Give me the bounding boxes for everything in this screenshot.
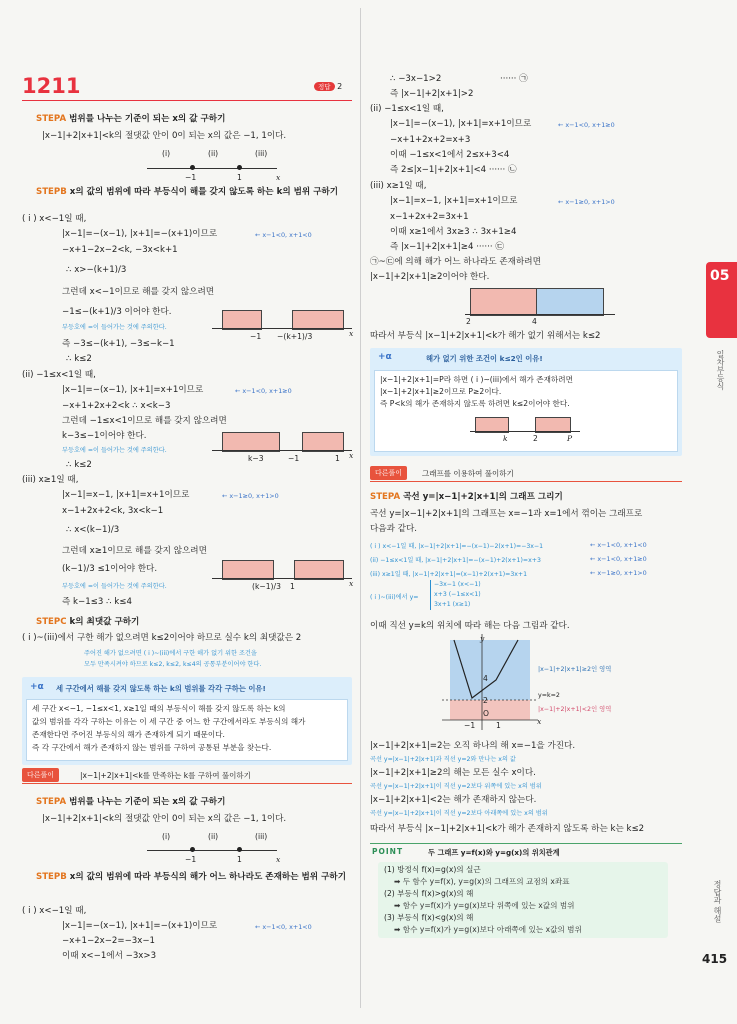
answer	[314, 82, 342, 91]
case1-ann: ← x−1<0, x+1<0	[255, 231, 312, 239]
alt-solution-title: |x−1|+2|x+1|<k를 만족하는 k를 구하여 풀이하기	[80, 771, 251, 780]
s6-note: 곡선 y=|x−1|+2|x+1|이 직선 y=2보다 아래쪽에 있는 x의 범위	[370, 810, 548, 817]
s3: 이때 직선 y=k의 위치에 따라 해는 다음 그림과 같다.	[370, 621, 570, 631]
case2-note: 부등호에 =이 들어가는 것에 주의한다.	[62, 447, 167, 454]
case1-note: 부등호에 =이 들어가는 것에 주의한다.	[62, 324, 167, 331]
r-line-5: 따라서 부등식 |x−1|+2|x+1|<k가 해가 없기 위해서는 k≤2	[370, 331, 601, 341]
step-c-ann1: 주어진 해가 없으려면 ( i )~(iii)에서 구한 해가 없기 위한 조건을	[84, 650, 257, 657]
alt2-step-a-heading: STEPA 곡선 y=|x−1|+2|x+1|의 그래프 그리기	[370, 492, 563, 502]
r-case3-l2: x−1+2x+2=3x+1	[390, 212, 469, 222]
case1-head: ( i ) x<−1일 때,	[22, 214, 87, 224]
v-curve	[440, 632, 540, 732]
alt-step-a-heading: STEPA 범위를 나누는 기준이 되는 x의 값 구하기	[36, 797, 226, 807]
case3-l5: (k−1)/3 ≤1이어야 한다.	[62, 564, 158, 574]
r-case2-l1: |x−1|=−(x−1), |x+1|=x+1이므로	[390, 119, 532, 129]
tip-1-line: 존재한다면 주어진 부등식의 해가 존재하게 되기 때문이다.	[32, 730, 225, 739]
case2-l5: ∴ k≤2	[66, 460, 92, 470]
alt-case1-l1: |x−1|=−(x−1), |x+1|=−(x+1)이므로	[62, 921, 218, 931]
plus-alpha-icon: +α	[30, 682, 44, 692]
tip-2-line: 즉 P<k의 해가 존재하지 않도록 하려면 k≤2이어야 한다.	[380, 399, 570, 408]
tip-box-2: +α 해가 없기 위한 조건이 k≤2인 이유! |x−1|+2|x+1|=P라 하면 ( i )~(iii)에서 해가 존재하려면 |x−1|+2|x+1|≥2이므로 P≥2이다. 즉 P<k의 해가 존재하지 않도록 하려면 k≤2이어야 한다. k 2 P	[370, 348, 682, 456]
s4: |x−1|+2|x+1|=2는 오직 하나의 해 x=−1을 가진다.	[370, 741, 576, 751]
case2-head: (ii) −1≤x<1일 때,	[22, 370, 96, 380]
b1a: ← x−1<0, x+1<0	[590, 541, 647, 549]
case2-l1: |x−1|=−(x−1), |x+1|=x+1이므로	[62, 385, 204, 395]
s4-note: 곡선 y=|x−1|+2|x+1|과 직선 y=2와 만나는 x의 값	[370, 756, 516, 763]
alt-case1-l3: 이때 x<−1에서 −3x>3	[62, 951, 157, 961]
r-line-4: |x−1|+2|x+1|≥2이어야 한다.	[370, 272, 490, 282]
alt-step-b-heading: STEPB x의 값의 범위에 따라 부등식의 해가 어느 하나라도 존재하는 범위 구하기	[36, 872, 347, 882]
r-case2-l2: −x+1+2x+2=x+3	[390, 135, 471, 145]
b3a: ← x−1≥0, x+1>0	[590, 569, 647, 577]
tip-2-line: |x−1|+2|x+1|≥2이므로 P≥2이다.	[380, 387, 502, 396]
case1-l5: −1≤−(k+1)/3 이어야 한다.	[62, 307, 172, 317]
alt-case1-l2: −x+1−2x−2=−3x−1	[62, 936, 155, 946]
s7: 따라서 부등식 |x−1|+2|x+1|<k가 해가 존재하지 않도록 하는 k는 k≤2	[370, 824, 645, 834]
point-line: (2) 부등식 f(x)>g(x)의 해	[384, 889, 474, 898]
answer-badge: 정답	[314, 82, 335, 91]
case2-l3: 그런데 −1≤x<1이므로 해를 갖지 않으려면	[62, 416, 227, 426]
step-c-ann2: 모두 만족시켜야 하므로 k≤2, k≤2, k≤4의 공통부분이어야 한다.	[84, 661, 262, 668]
case1-l3: ∴ x>−(k+1)/3	[66, 265, 127, 275]
case1-l1: |x−1|=−(x−1), |x+1|=−(x+1)이므로	[62, 229, 218, 239]
problem-number: 1211	[22, 74, 81, 98]
case3-ann: ← x−1≥0, x+1>0	[222, 492, 279, 500]
chapter-tab	[706, 262, 737, 338]
point-line: ➡ 두 함수 y=f(x), y=g(x)의 그래프의 교점의 x좌표	[394, 877, 570, 886]
r-case2-ann: ← x−1<0, x+1≥0	[558, 121, 615, 129]
s2: 다음과 같다.	[370, 524, 417, 534]
alt-solution-2-title: 그래프를 이용하여 풀이하기	[422, 469, 514, 478]
r-line-2: 즉 |x−1|+2|x+1|>2	[390, 89, 474, 99]
r-case2-l3: 이때 −1≤x<1에서 2≤x+3<4	[390, 150, 510, 160]
alt-step-a-text: |x−1|+2|x+1|<k의 절댓값 안이 0이 되는 x의 값은 −1, 1이다.	[42, 814, 287, 824]
case3-l1: |x−1|=x−1, |x+1|=x+1이므로	[62, 490, 190, 500]
tip-2-title: 해가 없기 위한 조건이 k≤2인 이유!	[426, 354, 543, 363]
point-line: (3) 부등식 f(x)<g(x)의 해	[384, 913, 474, 922]
point-box	[370, 843, 682, 940]
alt-rule-2	[370, 481, 682, 482]
column-divider	[360, 8, 361, 1008]
step-a-heading: STEPA 범위를 나누는 기준이 되는 x의 값 구하기	[36, 114, 226, 124]
tip-box-1	[22, 677, 352, 765]
step-b-heading: STEPB x의 값의 범위에 따라 부등식이 해를 갖지 않도록 하는 k의 범위 구하기	[36, 187, 339, 197]
b4: ( i )~(iii)에서 y=	[370, 594, 419, 601]
step-a-text: |x−1|+2|x+1|<k의 절댓값 안이 0이 되는 x의 값은 −1, 1이다.	[42, 131, 287, 141]
point-line: (1) 방정식 f(x)=g(x)의 실근	[384, 865, 481, 874]
r-case3-ann: ← x−1≥0, x+1>0	[558, 198, 615, 206]
case2-l4: k−3≤−1이어야 한다.	[62, 431, 147, 441]
alt-rule	[22, 783, 352, 784]
point-line: ➡ 함수 y=f(x)가 y=g(x)보다 아래쪽에 있는 x값의 범위	[394, 925, 582, 934]
footer-label: 정답과 해설	[713, 880, 722, 923]
b1: ( i ) x<−1일 때, |x−1|+2|x+1|=−(x−1)−2(x+1)=−3x−1	[370, 543, 544, 550]
case2-ann: ← x−1<0, x+1≥0	[235, 387, 292, 395]
tip-1-line: 즉 각 구간에서 해가 존재하지 않는 범위를 구하여 공통된 부분을 찾는다.	[32, 743, 272, 752]
r-mark-1: ······ ㉠	[500, 74, 528, 84]
answer-value: 2	[337, 82, 343, 91]
b3: (iii) x≥1일 때, |x−1|+2|x+1|=(x−1)+2(x+1)=3x+1	[370, 571, 528, 578]
alt-case1-ann: ← x−1<0, x+1<0	[255, 923, 312, 931]
s1: 곡선 y=|x−1|+2|x+1|의 그래프는 x=−1과 x=1에서 꺾이는 그래프로	[370, 509, 643, 519]
plus-alpha-icon: +α	[378, 352, 392, 362]
chapter-title: 일차부등식	[716, 350, 725, 390]
point-title: 두 그래프 y=f(x)와 y=g(x)의 위치관계	[428, 848, 560, 857]
case1-l6: 즉 −3≤−(k+1), −3≤−k−1	[62, 339, 175, 349]
case3-l2: x−1+2x+2<k, 3x<k−1	[62, 506, 164, 516]
tip-1-line: 값의 범위를 각각 구하는 이유는 이 세 구간 중 어느 한 구간에서라도 부등식의 해가	[32, 717, 306, 726]
point-label: POINT	[372, 847, 404, 856]
s6: |x−1|+2|x+1|<2는 해가 존재하지 않는다.	[370, 795, 537, 805]
case2-l2: −x+1+2x+2<k ∴ x<k−3	[62, 401, 171, 411]
case1-l7: ∴ k≤2	[66, 354, 92, 364]
case3-head: (iii) x≥1일 때,	[22, 475, 79, 485]
b2: (ii) −1≤x<1일 때, |x−1|+2|x+1|=−(x−1)+2(x+1)=x+3	[370, 557, 541, 564]
alt-solution-2-tag: 다른풀이	[370, 466, 407, 480]
step-c-l1: ( i )~(iii)에서 구한 해가 없으려면 k≤2이어야 하므로 실수 k의 최댓값은 2	[22, 633, 302, 643]
step-c-heading: STEPC k의 최댓값 구하기	[36, 617, 140, 627]
r-case3-head: (iii) x≥1일 때,	[370, 181, 427, 191]
r-line-1: ∴ −3x−1>2	[390, 74, 442, 84]
b2a: ← x−1<0, x+1≥0	[590, 555, 647, 563]
r-line-3: ㉠~㉢에 의해 해가 어느 하나라도 존재하려면	[370, 257, 541, 267]
s5: |x−1|+2|x+1|≥2의 해는 모든 실수 x이다.	[370, 768, 536, 778]
r-case2-l4: 즉 2≤|x−1|+2|x+1|<4 ······ ㉡	[390, 165, 517, 175]
case3-l3: ∴ x<(k−1)/3	[66, 525, 120, 535]
alt-solution-tag: 다른풀이	[22, 768, 59, 782]
case1-l2: −x+1−2x−2<k, −3x<k+1	[62, 245, 178, 255]
b4-cases: −3x−1 (x<−1) x+3 (−1≤x<1) 3x+1 (x≥1)	[430, 580, 481, 610]
case3-l4: 그런데 x≥1이므로 해를 갖지 않으려면	[62, 546, 207, 556]
r-case3-l3: 이때 x≥1에서 3x≥3 ∴ 3x+1≥4	[390, 227, 517, 237]
s5-note: 곡선 y=|x−1|+2|x+1|이 직선 y=2보다 위쪽에 있는 x의 범위	[370, 783, 542, 790]
r-case3-l4: 즉 |x−1|+2|x+1|≥4 ······ ㉢	[390, 242, 504, 252]
page-number: 415	[702, 952, 728, 966]
case1-l4: 그런데 x<−1이므로 해를 갖지 않으려면	[62, 287, 215, 297]
r-case3-l1: |x−1|=x−1, |x+1|=x+1이므로	[390, 196, 518, 206]
chapter-number: 05	[710, 268, 730, 284]
title-rule	[22, 100, 352, 101]
r-case2-head: (ii) −1≤x<1일 때,	[370, 104, 444, 114]
alt-case1-head: ( i ) x<−1일 때,	[22, 906, 87, 916]
tip-1-title: 세 구간에서 해를 갖지 않도록 하는 k의 범위를 각각 구하는 이유!	[56, 684, 266, 693]
case3-note: 부등호에 =이 들어가는 것에 주의한다.	[62, 583, 167, 590]
point-line: ➡ 함수 y=f(x)가 y=g(x)보다 위쪽에 있는 x값의 범위	[394, 901, 575, 910]
case3-l6: 즉 k−1≤3 ∴ k≤4	[62, 597, 132, 607]
tip-2-line: |x−1|+2|x+1|=P라 하면 ( i )~(iii)에서 해가 존재하려면	[380, 375, 573, 384]
tip-1-line: 세 구간 x<−1, −1≤x<1, x≥1일 때의 부등식이 해를 갖지 않도록 하는 k의	[32, 704, 286, 713]
